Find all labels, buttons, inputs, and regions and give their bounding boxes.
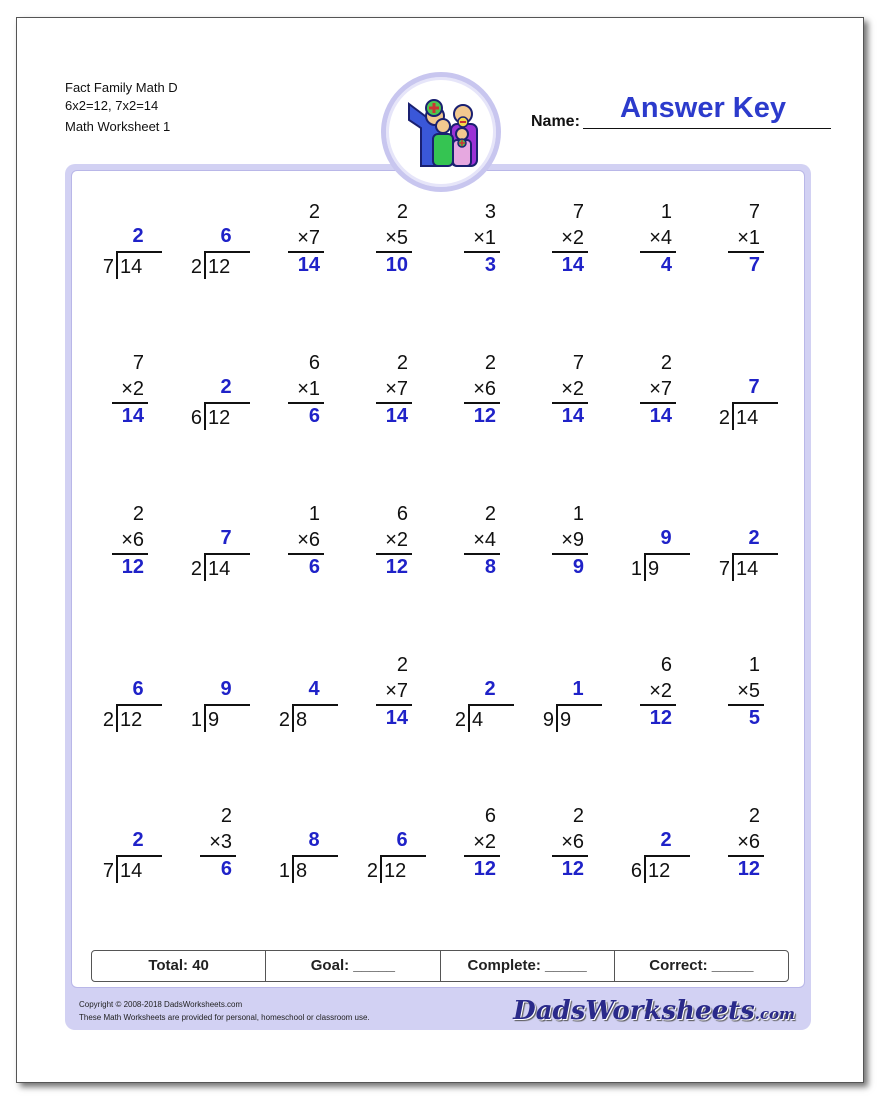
worksheet-number: Math Worksheet 1: [65, 119, 171, 134]
factor-top: 7: [572, 352, 584, 374]
correct-cell: Correct: _____: [614, 951, 788, 981]
factor-bottom: ×7: [385, 680, 408, 702]
division-problem: [80, 805, 164, 895]
quotient: 2: [748, 527, 760, 549]
divisor: 7: [102, 860, 114, 882]
dividend: 9: [648, 558, 660, 580]
answer: 14: [649, 405, 672, 427]
multiplication-problem: [696, 805, 780, 895]
division-problem: [344, 805, 428, 895]
dividend: 9: [208, 709, 220, 731]
factor-top: 2: [396, 654, 408, 676]
answer-rule: [640, 704, 676, 706]
dividend: 14: [208, 558, 231, 580]
answer-rule: [728, 855, 764, 857]
answer-rule: [376, 704, 412, 706]
goal-cell: Goal: _____: [265, 951, 439, 981]
factor-bottom: ×6: [737, 831, 760, 853]
factor-bottom: ×2: [649, 680, 672, 702]
multiplication-problem: [608, 654, 692, 744]
name-label: Name:: [531, 113, 580, 130]
division-problem: [696, 352, 780, 442]
multiplication-problem: [344, 503, 428, 593]
dividend: 9: [560, 709, 572, 731]
factor-top: 1: [660, 201, 672, 223]
multiplication-problem: [256, 503, 340, 593]
multiplication-problem: [608, 201, 692, 291]
dividend: 8: [296, 860, 308, 882]
answer: 6: [220, 858, 232, 880]
answer: 9: [572, 556, 584, 578]
dividend: 12: [120, 709, 143, 731]
multiplication-problem: [344, 201, 428, 291]
answer: 12: [473, 405, 496, 427]
factor-top: 2: [132, 503, 144, 525]
quotient: 7: [220, 527, 232, 549]
factor-bottom: ×5: [737, 680, 760, 702]
worksheet-page: [16, 17, 864, 1083]
complete-cell: Complete: _____: [440, 951, 614, 981]
division-problem: [520, 654, 604, 744]
quotient: 1: [572, 678, 584, 700]
factor-bottom: ×1: [473, 227, 496, 249]
division-problem: [80, 654, 164, 744]
factor-top: 1: [572, 503, 584, 525]
multiplication-problem: [520, 503, 604, 593]
factor-bottom: ×6: [473, 378, 496, 400]
answer: 12: [473, 858, 496, 880]
multiplication-problem: [256, 352, 340, 442]
factor-bottom: ×6: [561, 831, 584, 853]
multiplication-problem: [344, 654, 428, 744]
factor-top: 2: [308, 201, 320, 223]
copyright-line: Copyright © 2008-2018 DadsWorksheets.com: [79, 1000, 243, 1009]
factor-bottom: ×1: [737, 227, 760, 249]
factor-bottom: ×6: [121, 529, 144, 551]
answer: 3: [484, 254, 496, 276]
dividend: 12: [648, 860, 671, 882]
dividend: 14: [120, 860, 143, 882]
divisor: 9: [542, 709, 554, 731]
quotient: 2: [132, 225, 144, 247]
division-problem: [168, 201, 252, 291]
factor-bottom: ×4: [649, 227, 672, 249]
divisor: 1: [278, 860, 290, 882]
divisor: 6: [630, 860, 642, 882]
answer-rule: [552, 553, 588, 555]
dividend: 4: [472, 709, 484, 731]
answer-rule: [728, 704, 764, 706]
divisor: 2: [278, 709, 290, 731]
factor-top: 6: [484, 805, 496, 827]
worksheet-facts: 6x2=12, 7x2=14: [65, 98, 159, 113]
dividend: 14: [120, 256, 143, 278]
factor-bottom: ×9: [561, 529, 584, 551]
answer: 8: [484, 556, 496, 578]
answer: 12: [737, 858, 760, 880]
divisor: 7: [718, 558, 730, 580]
brand-logo: DadsWorksheets.com: [513, 996, 795, 1026]
factor-top: 3: [484, 201, 496, 223]
multiplication-problem: [432, 201, 516, 291]
multiplication-problem: [608, 352, 692, 442]
factor-top: 2: [660, 352, 672, 374]
division-problem: [696, 503, 780, 593]
factor-top: 2: [572, 805, 584, 827]
worksheet-title: Fact Family Math D: [65, 80, 178, 95]
multiplication-problem: [432, 805, 516, 895]
factor-bottom: ×1: [297, 378, 320, 400]
answer: 7: [748, 254, 760, 276]
multiplication-problem: [520, 352, 604, 442]
factor-top: 6: [396, 503, 408, 525]
family-icon: [403, 94, 479, 170]
factor-top: 2: [396, 352, 408, 374]
answer-rule: [552, 402, 588, 404]
answer-rule: [376, 553, 412, 555]
factor-top: 1: [748, 654, 760, 676]
answer: 14: [561, 405, 584, 427]
divisor: 2: [454, 709, 466, 731]
multiplication-problem: [256, 201, 340, 291]
divisor: 1: [630, 558, 642, 580]
problem-panel: [65, 164, 811, 1030]
quotient: 8: [308, 829, 320, 851]
factor-top: 2: [396, 201, 408, 223]
multiplication-problem: [432, 503, 516, 593]
division-problem: [608, 503, 692, 593]
division-problem: [80, 201, 164, 291]
multiplication-problem: [168, 805, 252, 895]
answer-rule: [288, 553, 324, 555]
answer-rule: [464, 855, 500, 857]
quotient: 2: [132, 829, 144, 851]
division-problem: [168, 654, 252, 744]
divisor: 6: [190, 407, 202, 429]
divisor: 1: [190, 709, 202, 731]
factor-top: 2: [748, 805, 760, 827]
dividend: 12: [208, 256, 231, 278]
answer: 12: [649, 707, 672, 729]
division-problem: [168, 352, 252, 442]
dividend: 14: [736, 558, 759, 580]
answer: 4: [660, 254, 672, 276]
divisor: 2: [190, 558, 202, 580]
multiplication-problem: [80, 352, 164, 442]
multiplication-problem: [432, 352, 516, 442]
factor-top: 2: [484, 352, 496, 374]
name-line: [583, 128, 831, 129]
answer-rule: [288, 402, 324, 404]
factor-top: 7: [132, 352, 144, 374]
answer-rule: [288, 251, 324, 253]
factor-bottom: ×2: [561, 227, 584, 249]
answer: 14: [385, 405, 408, 427]
factor-bottom: ×6: [297, 529, 320, 551]
factor-top: 7: [748, 201, 760, 223]
factor-bottom: ×7: [649, 378, 672, 400]
answer-rule: [376, 402, 412, 404]
answer-rule: [112, 553, 148, 555]
dividend: 12: [384, 860, 407, 882]
factor-top: 2: [220, 805, 232, 827]
division-problem: [432, 654, 516, 744]
factor-top: 7: [572, 201, 584, 223]
answer-rule: [112, 402, 148, 404]
answer-rule: [464, 251, 500, 253]
answer-rule: [640, 402, 676, 404]
problem-grid: [71, 170, 805, 988]
factor-bottom: ×2: [561, 378, 584, 400]
division-problem: [256, 654, 340, 744]
divisor: 7: [102, 256, 114, 278]
factor-top: 2: [484, 503, 496, 525]
division-problem: [256, 805, 340, 895]
total-cell: Total: 40: [148, 957, 209, 974]
dividend: 12: [208, 407, 231, 429]
quotient: 6: [220, 225, 232, 247]
divisor: 2: [190, 256, 202, 278]
answer-rule: [552, 251, 588, 253]
usage-line: These Math Worksheets are provided for personal, homeschool or classroom use.: [79, 1013, 370, 1022]
multiplication-problem: [520, 201, 604, 291]
divisor: 2: [102, 709, 114, 731]
division-problem: [168, 503, 252, 593]
answer-key-text: Answer Key: [619, 92, 786, 124]
quotient: 9: [220, 678, 232, 700]
dividend: 8: [296, 709, 308, 731]
quotient: 7: [748, 376, 760, 398]
answer-rule: [552, 855, 588, 857]
factor-bottom: ×3: [209, 831, 232, 853]
divisor: 2: [366, 860, 378, 882]
multiplication-problem: [696, 654, 780, 744]
multiplication-problem: [80, 503, 164, 593]
answer: 14: [297, 254, 320, 276]
factor-bottom: ×2: [385, 529, 408, 551]
factor-bottom: ×7: [385, 378, 408, 400]
factor-bottom: ×2: [473, 831, 496, 853]
dividend: 14: [736, 407, 759, 429]
answer: 5: [748, 707, 760, 729]
quotient: 4: [308, 678, 320, 700]
multiplication-problem: [696, 201, 780, 291]
answer: 6: [308, 405, 320, 427]
quotient: 6: [396, 829, 408, 851]
factor-bottom: ×5: [385, 227, 408, 249]
logo-badge: [381, 72, 501, 192]
factor-top: 6: [308, 352, 320, 374]
answer-rule: [376, 251, 412, 253]
quotient: 2: [484, 678, 496, 700]
quotient: 2: [220, 376, 232, 398]
answer-rule: [464, 402, 500, 404]
answer-rule: [728, 251, 764, 253]
answer: 10: [385, 254, 408, 276]
multiplication-problem: [344, 352, 428, 442]
factor-top: 1: [308, 503, 320, 525]
divisor: 2: [718, 407, 730, 429]
quotient: 2: [660, 829, 672, 851]
answer: 6: [308, 556, 320, 578]
quotient: 9: [660, 527, 672, 549]
multiplication-problem: [520, 805, 604, 895]
answer: 14: [121, 405, 144, 427]
factor-bottom: ×4: [473, 529, 496, 551]
answer-rule: [464, 553, 500, 555]
division-problem: [608, 805, 692, 895]
factor-top: 6: [660, 654, 672, 676]
answer: 14: [385, 707, 408, 729]
answer: 12: [121, 556, 144, 578]
answer-rule: [640, 251, 676, 253]
factor-bottom: ×7: [297, 227, 320, 249]
quotient: 6: [132, 678, 144, 700]
answer-rule: [200, 855, 236, 857]
score-bar: [91, 950, 789, 982]
answer: 12: [561, 858, 584, 880]
answer: 14: [561, 254, 584, 276]
answer: 12: [385, 556, 408, 578]
factor-bottom: ×2: [121, 378, 144, 400]
